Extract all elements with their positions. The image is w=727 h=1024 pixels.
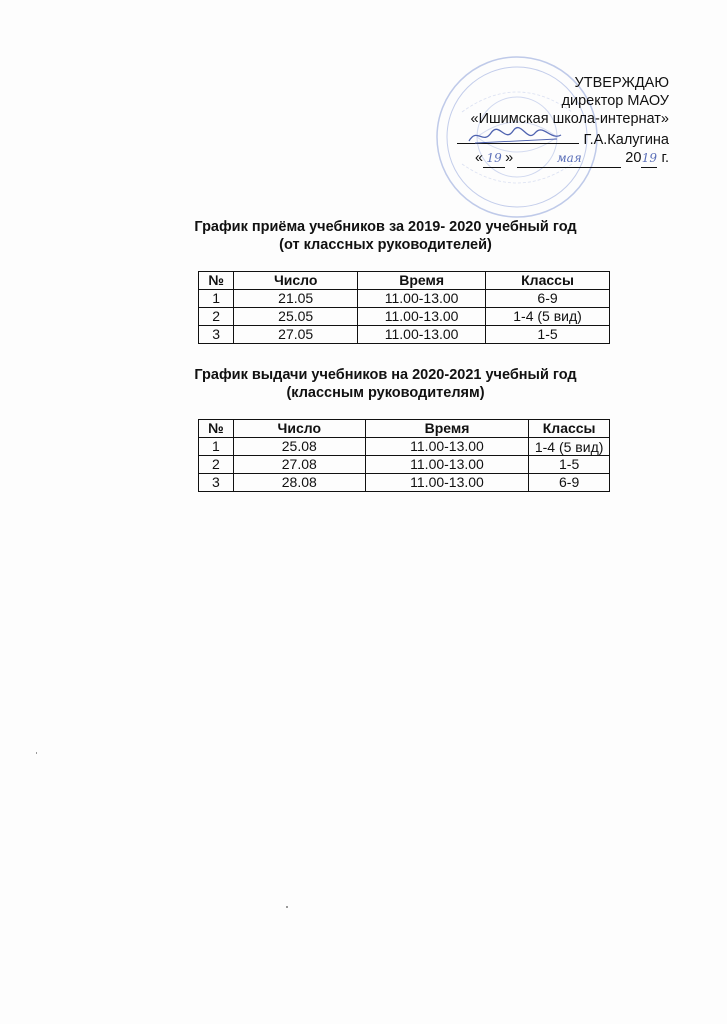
scan-speck bbox=[36, 752, 37, 754]
table-row bbox=[199, 438, 610, 456]
approval-title: УТВЕРЖДАЮ bbox=[574, 75, 669, 91]
header-date: Число bbox=[233, 420, 365, 438]
table2-title: График выдачи учебников на 2020-2021 учебный год bbox=[194, 367, 577, 383]
date-day: 19 bbox=[483, 149, 505, 168]
scan-speck bbox=[286, 906, 288, 908]
table-header-row bbox=[199, 272, 610, 290]
cell-classes: 1-4 (5 вид) bbox=[529, 438, 610, 456]
cell-date: 21.05 bbox=[234, 290, 358, 308]
cell-number: 2 bbox=[199, 308, 234, 326]
cell-time: 11.00-13.00 bbox=[365, 474, 529, 492]
header-number: № bbox=[199, 272, 234, 290]
header-classes: Классы bbox=[529, 420, 610, 438]
cell-time: 11.00-13.00 bbox=[365, 456, 529, 474]
table-row bbox=[199, 456, 610, 474]
cell-date: 25.08 bbox=[233, 438, 365, 456]
issue-schedule-table bbox=[198, 419, 610, 492]
cell-classes: 1-4 (5 вид) bbox=[486, 308, 610, 326]
date-quote-close: » bbox=[505, 150, 514, 166]
signature-blank bbox=[457, 128, 579, 144]
table-row bbox=[199, 326, 610, 344]
cell-date: 25.05 bbox=[234, 308, 358, 326]
cell-number: 3 bbox=[199, 326, 234, 344]
table1-heading bbox=[0, 218, 727, 254]
cell-date: 27.05 bbox=[234, 326, 358, 344]
table-header-row bbox=[199, 420, 610, 438]
cell-classes: 1-5 bbox=[486, 326, 610, 344]
cell-number: 1 bbox=[199, 438, 234, 456]
date-year-unit: г. bbox=[661, 150, 669, 166]
table-row bbox=[199, 290, 610, 308]
date-year-prefix: 20 bbox=[625, 150, 642, 166]
header-number: № bbox=[199, 420, 234, 438]
approval-signature-line bbox=[457, 128, 669, 149]
cell-date: 27.08 bbox=[233, 456, 365, 474]
table2-subtitle: (классным руководителям) bbox=[286, 385, 485, 401]
cell-number: 2 bbox=[199, 456, 234, 474]
cell-number: 3 bbox=[199, 474, 234, 492]
approval-signer: Г.А.Калугина bbox=[583, 132, 669, 148]
approval-block bbox=[457, 74, 669, 168]
date-quote-open: « bbox=[475, 150, 484, 166]
cell-time: 11.00-13.00 bbox=[358, 308, 486, 326]
table1-subtitle: (от классных руководителей) bbox=[279, 237, 492, 253]
signature-icon bbox=[465, 125, 565, 147]
header-date: Число bbox=[234, 272, 358, 290]
acceptance-schedule-table bbox=[198, 271, 610, 344]
table2-heading bbox=[0, 366, 727, 402]
cell-number: 1 bbox=[199, 290, 234, 308]
cell-time: 11.00-13.00 bbox=[358, 326, 486, 344]
header-time: Время bbox=[365, 420, 529, 438]
cell-date: 28.08 bbox=[233, 474, 365, 492]
date-year-suffix: 19 bbox=[641, 149, 657, 168]
header-time: Время bbox=[358, 272, 486, 290]
approval-date bbox=[457, 149, 669, 168]
cell-classes: 1-5 bbox=[529, 456, 610, 474]
approval-organization: «Ишимская школа-интернат» bbox=[470, 111, 669, 127]
date-month: мая bbox=[517, 149, 621, 168]
header-classes: Классы bbox=[486, 272, 610, 290]
cell-time: 11.00-13.00 bbox=[365, 438, 529, 456]
table-row bbox=[199, 474, 610, 492]
cell-classes: 6-9 bbox=[486, 290, 610, 308]
cell-classes: 6-9 bbox=[529, 474, 610, 492]
approval-position: директор МАОУ bbox=[561, 93, 669, 109]
table-row bbox=[199, 308, 610, 326]
cell-time: 11.00-13.00 bbox=[358, 290, 486, 308]
table1-title: График приёма учебников за 2019- 2020 учебный год bbox=[194, 219, 577, 235]
